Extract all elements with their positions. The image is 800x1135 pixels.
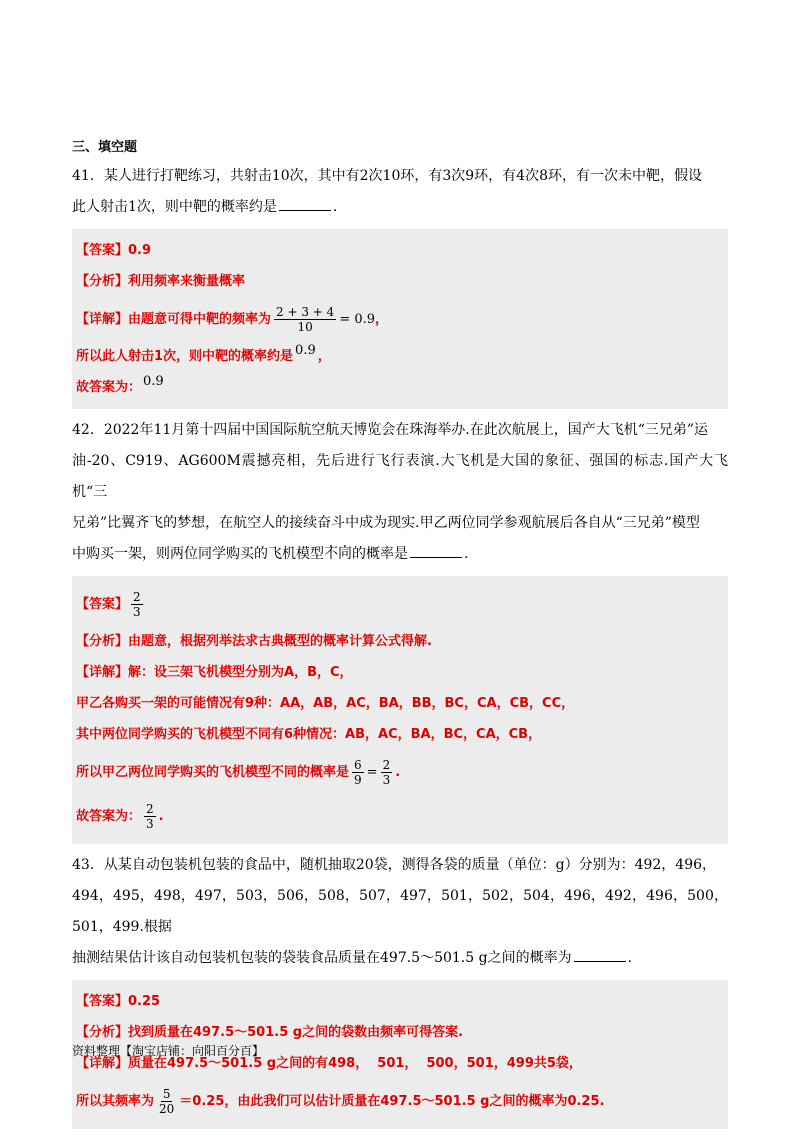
detail-text: 解：设三架飞机模型分别为A，B，C， <box>128 665 353 680</box>
detail-tag: 【详解】 <box>76 1056 129 1071</box>
analysis-tag: 【分析】 <box>76 274 129 289</box>
q42-detail-line3: 其中两位同学购买的飞机模型不同有6种情况：AB，AC，BA，BC，CA，CB， <box>76 727 542 742</box>
q41-line1: 41．某人进行打靶练习，共射击10次，其中有2次10环，有3次9环，有4次8环，有一次未中靶，假设 <box>72 168 702 184</box>
answer-blank <box>410 541 462 558</box>
fraction-denominator: 3 <box>146 816 154 831</box>
analysis-text: 找到质量在497.5～501.5 g之间的袋数由频率可得答案. <box>128 1025 464 1040</box>
analysis-tag: 【分析】 <box>76 634 129 649</box>
q41-solution-box <box>72 229 728 409</box>
math-equals: = 0.9 <box>339 311 376 327</box>
detail-text: 所以此人射击1次，则中靶的概率约是 <box>76 349 294 364</box>
q43-end: . <box>627 950 633 966</box>
detail-text: 所以其频率为 <box>76 1093 155 1109</box>
q42-line3: 兄弟”比翼齐飞的梦想，在航空人的接续奋斗中成为现实.甲乙两位同学参观航展后各自从“三兄弟”模型 <box>72 515 700 531</box>
q41-final-line <box>76 372 728 403</box>
analysis-text: 利用频率来衡量概率 <box>128 274 246 289</box>
fraction-denominator: 20 <box>159 1101 175 1116</box>
answer-tag: 【答案】 <box>76 243 129 258</box>
fraction-denominator: 9 <box>354 772 362 787</box>
q42-detail-line4 <box>76 750 728 794</box>
fraction-numerator: 2 <box>133 589 141 604</box>
fraction-denominator: 3 <box>133 604 141 619</box>
answer-tag: 【答案】 <box>76 994 129 1009</box>
detail-tag: 【详解】 <box>76 665 129 680</box>
answer-blank <box>279 194 331 211</box>
fraction-numerator: 5 <box>162 1086 171 1101</box>
fraction <box>131 590 143 619</box>
analysis-tag: 【分析】 <box>76 1025 129 1040</box>
q42-final-line <box>76 794 728 838</box>
math-equals: = <box>366 764 378 780</box>
q41-end: . <box>332 199 338 215</box>
q43-answer-line <box>76 986 728 1017</box>
q42-detail-line1 <box>76 657 728 688</box>
fraction-numerator: 6 <box>354 757 362 772</box>
answer-value: 0.25 <box>128 994 161 1009</box>
q41-detail-line2 <box>76 341 728 372</box>
q42-line2: 油-20、C919、AG600M震撼亮相，先后进行飞行表演.大飞机是大国的象征、强国的标志.国产大飞机“三 <box>72 453 728 500</box>
q42-line4 <box>72 539 728 570</box>
detail-text: ＝0.25，由此我们可以估计质量在497.5～501.5 g之间的概率为0.25. <box>179 1093 605 1109</box>
fraction <box>157 1087 176 1116</box>
emphasis-char: 同 <box>338 546 352 562</box>
q43-line2: 494，495，498，497，503，506，508，507，497，501，502，504，496，492，496，500，501，499.根据 <box>72 888 728 935</box>
q41-detail-line <box>76 297 728 341</box>
final-answer-label: 故答案为： <box>76 808 142 824</box>
q42-line4-text-end: 的概率是 <box>352 546 408 562</box>
emphasis-char: 不 <box>324 546 338 562</box>
q41-line2 <box>72 192 728 223</box>
section-title: 三、填空题 <box>72 140 138 155</box>
fraction-numerator: 2 + 3 + 4 <box>276 304 335 319</box>
punctuation: ， <box>317 349 331 364</box>
fraction <box>274 305 336 334</box>
q42-analysis-line <box>76 626 728 657</box>
fraction-numerator: 2 <box>146 801 154 816</box>
punctuation: . <box>158 808 164 824</box>
q43-line3-text: 抽测结果估计该自动包装机包装的袋装食品质量在497.5～501.5 g之间的概率为 <box>72 950 572 966</box>
fraction-denominator: 3 <box>382 772 391 787</box>
detail-text: 质量在497.5～501.5 g之间的有498， 501， 500，501，499共5袋， <box>128 1056 582 1071</box>
detail-text: 由题意可得中靶的频率为 <box>128 311 272 327</box>
fraction-denominator: 10 <box>297 319 313 334</box>
detail-tag: 【详解】 <box>76 311 129 327</box>
q41-line2-text: 此人射击1次，则中靶的概率约是 <box>72 199 277 215</box>
analysis-text: 由题意，根据列举法求古典概型的概率计算公式得解. <box>128 634 432 649</box>
fraction <box>144 802 156 831</box>
q42-line1: 42．2022年11月第十四届中国国际航空航天博览会在珠海举办.在此次航展上，国产大飞机“三兄弟”运 <box>72 422 709 438</box>
q43-detail-line2 <box>76 1079 728 1123</box>
q42-end: . <box>464 546 469 562</box>
final-answer-value: 0.9 <box>143 374 164 389</box>
punctuation: ， <box>375 311 389 327</box>
q43-line1: 43．从某自动包装机包装的食品中，随机抽取20袋，测得各袋的质量（单位：g）分别为：492，496， <box>72 857 717 873</box>
final-answer-label: 故答案为： <box>76 380 142 395</box>
detail-text: 所以甲乙两位同学购买的飞机模型不同的概率是 <box>76 764 350 780</box>
q42-solution-box <box>72 576 728 844</box>
q42-line4-text: 中购买一架，则两位同学购买的飞机模型 <box>72 546 324 562</box>
punctuation: . <box>395 764 401 780</box>
q43-line3 <box>72 943 728 974</box>
question-43 <box>72 850 728 974</box>
question-41 <box>72 161 728 223</box>
q41-analysis-line <box>76 266 728 297</box>
fraction <box>352 758 364 787</box>
q42-detail-line2: 甲乙各购买一架的可能情况有9种：AA，AB，AC，BA，BB，BC，CA，CB，CC， <box>76 696 575 711</box>
question-42 <box>72 415 728 570</box>
answer-blank <box>574 945 626 962</box>
page-footer: 资料整理【淘宝店铺：向阳百分百】 <box>72 1044 265 1058</box>
fraction-numerator: 2 <box>382 757 391 772</box>
answer-value: 0.9 <box>128 243 152 258</box>
q41-answer-line <box>76 235 728 266</box>
document-body <box>72 140 728 1135</box>
math-value: 0.9 <box>295 343 316 358</box>
answer-tag: 【答案】 <box>76 596 129 612</box>
q42-answer-line <box>76 582 728 626</box>
fraction <box>381 758 393 787</box>
